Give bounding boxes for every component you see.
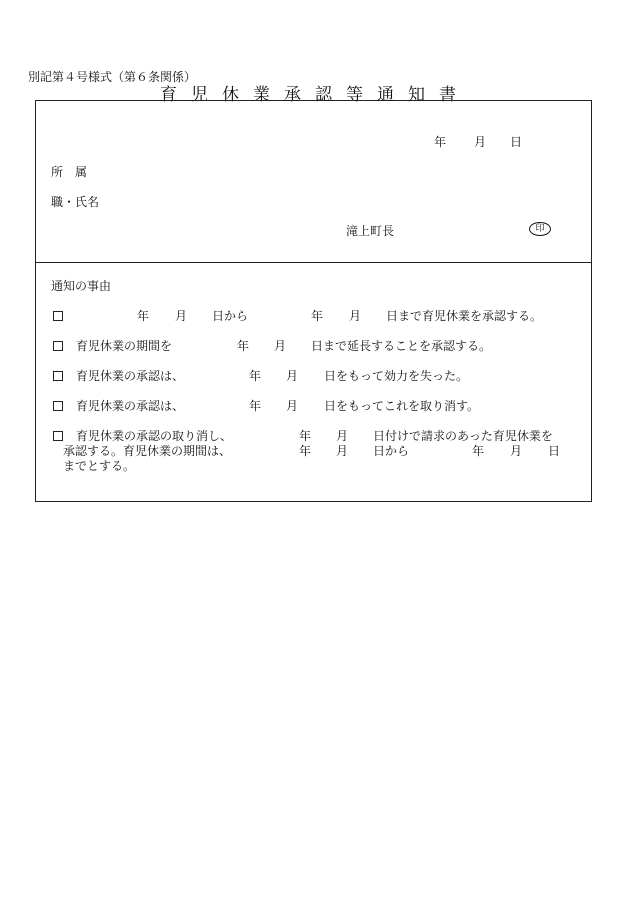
item5-line2-day2: 日: [548, 444, 561, 458]
item5-line1-tail: 日付けで請求のあった育児休業を: [373, 429, 553, 443]
form-reference: 別記第４号様式（第６条関係）: [28, 70, 197, 84]
reasons-heading: 通知の事由: [51, 279, 112, 293]
item5-line2-year2: 年: [472, 444, 485, 458]
affiliation-label: 所 属: [51, 165, 88, 179]
item5-line2-day-from: 日から: [373, 444, 410, 458]
item5-line1-text: 育児休業の承認の取り消し、: [76, 429, 233, 443]
item2-year: 年: [237, 339, 250, 353]
item1-month2: 月: [349, 309, 362, 323]
document-title: 育児休業承認等通知書: [160, 85, 470, 105]
item5-line2-year: 年: [299, 444, 312, 458]
item1-day-from: 日から: [212, 309, 249, 323]
item2-tail: 日まで延長することを承認する。: [311, 339, 492, 353]
item5-line2-text: 承認する。育児休業の期間は、: [63, 444, 232, 458]
date-month-label: 月: [474, 135, 487, 149]
date-day-label: 日: [510, 135, 523, 149]
reason-checkbox-3[interactable]: [53, 371, 63, 381]
item5-line3-text: までとする。: [63, 459, 136, 473]
item5-line1-month: 月: [336, 429, 349, 443]
seal-mark: 印: [529, 222, 551, 236]
reason-checkbox-1[interactable]: [53, 311, 63, 321]
item1-year2: 年: [311, 309, 324, 323]
item4-text: 育児休業の承認は、: [76, 399, 185, 413]
item5-line2-month: 月: [336, 444, 349, 458]
item4-tail: 日をもってこれを取り消す。: [324, 399, 480, 413]
item3-month: 月: [286, 369, 299, 383]
item3-tail: 日をもって効力を失った。: [324, 369, 469, 383]
item2-month: 月: [274, 339, 287, 353]
section-divider: [36, 262, 591, 263]
reason-checkbox-5[interactable]: [53, 431, 63, 441]
position-name-label: 職・氏名: [51, 195, 100, 209]
item3-text: 育児休業の承認は、: [76, 369, 185, 383]
reason-checkbox-4[interactable]: [53, 401, 63, 411]
item2-text: 育児休業の期間を: [76, 339, 173, 353]
item1-year: 年: [137, 309, 150, 323]
item1-month: 月: [175, 309, 188, 323]
issuer-name: 滝上町長: [346, 224, 395, 238]
item4-year: 年: [249, 399, 262, 413]
item4-month: 月: [286, 399, 299, 413]
item3-year: 年: [249, 369, 262, 383]
reason-checkbox-2[interactable]: [53, 341, 63, 351]
item5-line2-month2: 月: [510, 444, 523, 458]
date-year-label: 年: [434, 135, 447, 149]
item1-tail: 日まで育児休業を承認する。: [386, 309, 543, 323]
item5-line1-year: 年: [299, 429, 312, 443]
notice-form: [35, 100, 592, 502]
